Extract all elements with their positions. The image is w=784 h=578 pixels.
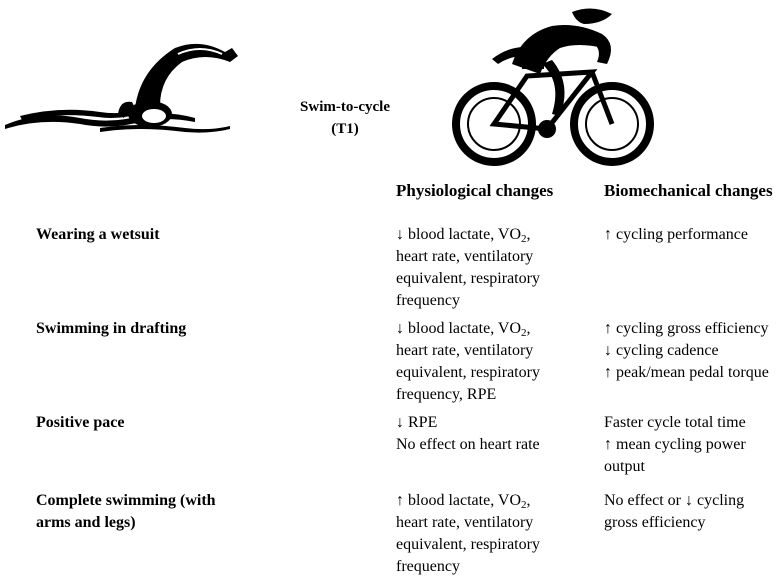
biomechanical-cell (604, 224, 782, 246)
row-label (36, 318, 186, 340)
cell-line: heart rate, ventilatory (396, 342, 534, 359)
cell-line: No effect or ↓ cycling (604, 492, 745, 509)
row-label-line: Complete swimming (with (36, 492, 216, 509)
cell-line: Faster cycle total time (604, 414, 746, 431)
row-label-line: arms and legs) (36, 514, 136, 531)
cell-line: frequency, RPE (396, 386, 497, 403)
cyclist-icon (452, 4, 662, 174)
cell-line: equivalent, respiratory (396, 270, 540, 287)
row-label (36, 224, 160, 246)
cell-line: ↑ mean cycling power (604, 436, 746, 453)
title-line: (T1) (331, 121, 359, 137)
physiological-header: Physiological changes (396, 181, 554, 200)
cell-line: equivalent, respiratory (396, 536, 540, 553)
physiological-cell (396, 412, 586, 456)
cell-line: frequency (396, 558, 460, 575)
cell-line: gross efficiency (604, 514, 706, 531)
cell-line: No effect on heart rate (396, 436, 540, 453)
row-label-line: Wearing a wetsuit (36, 226, 160, 243)
cell-line: ↑ cycling gross efficiency (604, 320, 769, 337)
cell-line: ↑ cycling performance (604, 226, 748, 243)
cell-line: ↓ blood lactate, $VO_2$, (396, 320, 531, 339)
biomechanical-cell (604, 412, 782, 478)
physiological-cell (396, 490, 586, 578)
cell-line: ↓ RPE (396, 414, 438, 431)
physiological-cell (396, 318, 586, 406)
cell-line: heart rate, ventilatory (396, 514, 534, 531)
title-line: Swim-to-cycle (300, 99, 390, 115)
cell-line: output (604, 458, 645, 475)
biomechanical-cell (604, 318, 782, 384)
biomechanical-header: Biomechanical changes (604, 181, 773, 200)
cell-line: heart rate, ventilatory (396, 248, 534, 265)
row-label-line: Swimming in drafting (36, 320, 187, 337)
cell-line: equivalent, respiratory (396, 364, 540, 381)
cell-line: ↑ peak/mean pedal torque (604, 364, 769, 381)
row-label-line: Positive pace (36, 414, 125, 431)
swimmer-icon (0, 30, 250, 140)
row-label (36, 412, 124, 434)
cell-line: ↑ blood lactate, $VO_2$, (396, 492, 531, 511)
cell-line: ↓ cycling cadence (604, 342, 719, 359)
physiological-cell (396, 224, 586, 312)
biomechanical-cell (604, 490, 782, 534)
row-label (36, 490, 216, 534)
diagram-title (270, 96, 420, 140)
cell-line: frequency (396, 292, 460, 309)
cell-line: ↓ blood lactate, $VO_2$, (396, 226, 531, 245)
